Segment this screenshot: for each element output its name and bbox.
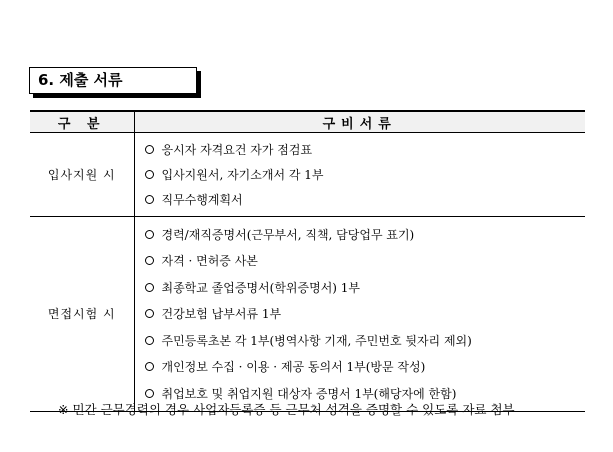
table-header-row bbox=[30, 111, 585, 133]
circle-bullet-icon bbox=[145, 283, 154, 292]
circle-bullet-icon bbox=[145, 170, 154, 179]
circle-bullet-icon bbox=[145, 362, 154, 371]
circle-bullet-icon bbox=[145, 336, 154, 345]
circle-bullet-icon bbox=[145, 389, 154, 398]
list-item: 건강보험 납부서류 1부 bbox=[145, 301, 586, 328]
circle-bullet-icon bbox=[145, 145, 154, 154]
category-application: 입사지원 시 bbox=[30, 133, 134, 217]
list-item: 직무수행계획서 bbox=[145, 187, 586, 212]
table-row-application bbox=[30, 133, 585, 217]
circle-bullet-icon bbox=[145, 230, 154, 239]
circle-bullet-icon bbox=[145, 256, 154, 265]
list-item: 취업보호 및 취업지원 대상자 증명서 1부(해당자에 한함) bbox=[145, 380, 586, 407]
header-documents: 구비서류 bbox=[134, 111, 585, 133]
footnote: ※ 민간 근무경력의 경우 사업자등록증 등 근무처 성격을 증명할 수 있도록 자료 첨부 bbox=[58, 402, 515, 417]
table-row-interview bbox=[30, 217, 585, 412]
documents-cell-application bbox=[134, 133, 585, 217]
list-item: 응시자 자격요건 자가 점검표 bbox=[145, 137, 586, 162]
list-item: 입사지원서, 자기소개서 각 1부 bbox=[145, 162, 586, 187]
circle-bullet-icon bbox=[145, 309, 154, 318]
list-item: 개인정보 수집 · 이용 · 제공 동의서 1부(방문 작성) bbox=[145, 354, 586, 381]
list-item: 주민등록초본 각 1부(병역사항 기재, 주민번호 뒷자리 제외) bbox=[145, 327, 586, 354]
circle-bullet-icon bbox=[145, 195, 154, 204]
required-documents-table bbox=[30, 110, 585, 412]
header-category: 구 분 bbox=[30, 111, 134, 133]
section-title: 6. 제출 서류 bbox=[29, 67, 197, 94]
list-item: 최종학교 졸업증명서(학위증명서) 1부 bbox=[145, 274, 586, 301]
category-interview: 면접시험 시 bbox=[30, 217, 134, 412]
documents-cell-interview bbox=[134, 217, 585, 412]
list-item: 경력/재직증명서(근무부서, 직책, 담당업무 표기) bbox=[145, 221, 586, 248]
list-item: 자격 · 면허증 사본 bbox=[145, 248, 586, 275]
